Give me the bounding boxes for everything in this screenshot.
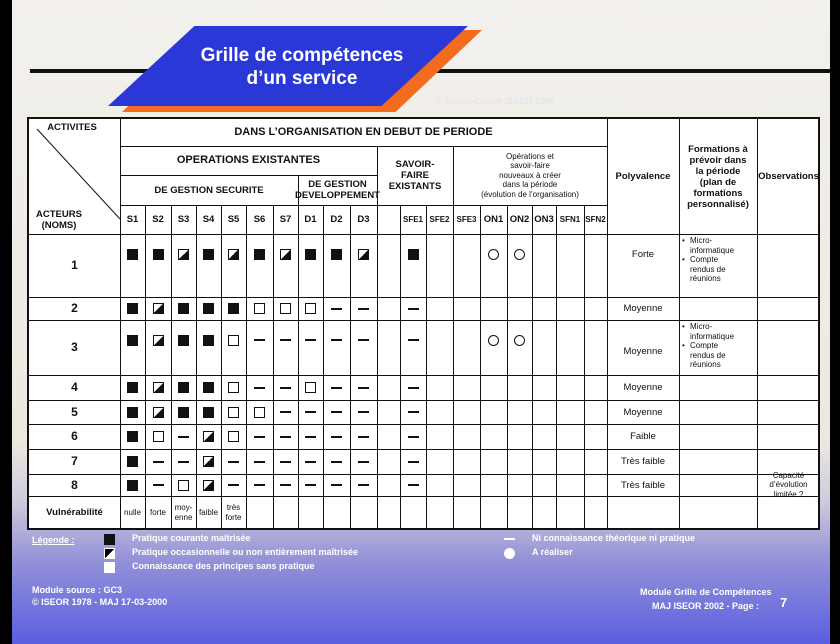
dash-icon	[254, 387, 265, 389]
formation-line: Compte •	[682, 341, 719, 350]
dash-icon	[408, 308, 419, 310]
dash-icon	[305, 436, 316, 438]
vulnerabilite-value	[171, 496, 196, 529]
legend-text: A réaliser	[532, 547, 573, 557]
dash-icon	[305, 484, 316, 486]
grid-line	[400, 205, 401, 529]
dash-icon	[504, 538, 515, 540]
formations-header-line: prévoir dans	[689, 154, 747, 166]
circle-icon	[514, 249, 525, 260]
formations-header-line: Formations à	[688, 143, 748, 155]
gestion-developpement-header-line: DE GESTION	[308, 179, 367, 190]
empty-square-icon	[305, 382, 316, 393]
legend-text: Ni connaissance théorique ni pratique	[532, 533, 696, 543]
dans-organisation-header: DANS L’ORGANISATION EN DEBUT DE PERIODE	[234, 126, 493, 138]
grid-line	[171, 205, 172, 529]
title-line-2: d’un service	[246, 68, 358, 89]
grid-line	[426, 205, 427, 529]
partial-square-icon	[104, 548, 115, 559]
column-header-d1: D1	[304, 214, 317, 225]
mastered-square-icon	[127, 407, 138, 418]
acteur-2: 2	[71, 301, 78, 315]
dash-icon	[254, 436, 265, 438]
dash-icon	[280, 387, 291, 389]
dash-icon	[408, 411, 419, 413]
title-line-1: Grille de compétences	[200, 45, 404, 66]
maj-iseor: MAJ ISEOR 2002 - Page :	[652, 601, 760, 611]
column-header-s1: S1	[126, 214, 139, 225]
grid-line	[29, 474, 820, 475]
savoir-faire-existants-header-line: EXISTANTS	[388, 181, 442, 192]
acteurs-label-line: ACTEURS	[36, 209, 82, 220]
dash-icon	[358, 461, 369, 463]
column-header-sfe3: SFE3	[456, 215, 477, 224]
mastered-square-icon	[203, 249, 214, 260]
acteurs-label	[29, 207, 89, 233]
vulnerabilite-value-line: très	[226, 503, 241, 512]
vulnerabilite-value-line: moy-	[174, 503, 193, 512]
polyvalence-header: Polyvalence	[615, 171, 671, 182]
grid-line	[29, 424, 820, 425]
acteur-4: 4	[71, 380, 78, 394]
column-header-s5: S5	[227, 214, 240, 225]
dash-icon	[331, 387, 342, 389]
empty-square-icon	[228, 335, 239, 346]
column-header-on2: ON2	[509, 214, 530, 225]
column-header-d2: D2	[330, 214, 343, 225]
column-header-s3: S3	[177, 214, 190, 225]
mastered-square-icon	[104, 534, 115, 545]
mastered-square-icon	[178, 407, 189, 418]
empty-square-icon	[228, 407, 239, 418]
acteur-5: 5	[71, 404, 78, 419]
operations-nouvelles-header-line: nouveaux à créer	[499, 170, 561, 180]
mastered-square-icon	[127, 382, 138, 393]
grid-line	[298, 205, 299, 529]
grid-line	[29, 234, 820, 235]
page-number: 7	[780, 595, 788, 610]
empty-square-icon	[280, 303, 291, 314]
gestion-developpement-header	[295, 175, 380, 205]
dash-icon	[358, 308, 369, 310]
vulnerabilite-value-line: forte	[225, 512, 242, 522]
empty-square-icon	[178, 480, 189, 491]
empty-square-icon	[153, 431, 164, 442]
formation-line: informatique	[690, 331, 735, 341]
mastered-square-icon	[178, 335, 189, 346]
column-header-s4: S4	[202, 214, 215, 225]
mastered-square-icon	[203, 335, 214, 346]
mastered-square-icon	[203, 303, 214, 314]
circle-icon	[488, 335, 499, 346]
partial-square-icon	[228, 249, 239, 260]
dash-icon	[305, 461, 316, 463]
legend-text: Pratique occasionnelle ou non entièrement maîtrisée	[132, 547, 359, 557]
dash-icon	[178, 461, 189, 463]
operations-existantes-header: OPERATIONS EXISTANTES	[176, 154, 321, 166]
formation-line: réunions	[690, 360, 721, 369]
grid-line	[29, 375, 820, 376]
dash-icon	[254, 461, 265, 463]
dash-icon	[408, 387, 419, 389]
column-header-s6: S6	[253, 214, 266, 225]
dash-icon	[280, 339, 291, 341]
grid-line	[29, 297, 820, 298]
mastered-square-icon	[153, 249, 164, 260]
operations-nouvelles-header-line: Opérations et	[505, 151, 555, 161]
grid-line	[556, 205, 557, 529]
dash-icon	[228, 461, 239, 463]
grid-line	[29, 400, 820, 401]
formations-header-line: personnalisé)	[687, 198, 749, 210]
dash-icon	[305, 411, 316, 413]
grid-line	[246, 205, 247, 529]
empty-square-icon	[254, 407, 265, 418]
formation-line: réunions	[690, 274, 721, 283]
mastered-square-icon	[127, 431, 138, 442]
acteur-8: 8	[71, 477, 78, 492]
partial-square-icon	[358, 249, 369, 260]
module-grille: Module Grille de Compétences	[640, 587, 772, 597]
observations-header: Observations	[758, 171, 819, 182]
operations-nouvelles-header-line: savoir-faire	[510, 161, 550, 171]
column-header-s2: S2	[152, 214, 164, 225]
vulnerabilite-value	[196, 496, 221, 529]
dash-icon	[254, 484, 265, 486]
dash-icon	[280, 484, 291, 486]
mastered-square-icon	[305, 249, 316, 260]
grid-line	[29, 320, 820, 321]
partial-square-icon	[203, 480, 214, 491]
grid-line	[350, 205, 351, 529]
savoir-faire-existants-header-line: SAVOIR-	[395, 159, 435, 170]
polyvalence-cell: Forte	[631, 248, 655, 260]
slide	[12, 0, 830, 644]
dash-icon	[280, 436, 291, 438]
formations-header-line: formations	[693, 187, 743, 199]
acteur-3: 3	[71, 340, 78, 354]
dash-icon	[331, 461, 342, 463]
column-header-on3: ON3	[534, 214, 554, 225]
vulnerabilite-value	[145, 496, 171, 529]
grid-line	[507, 205, 508, 529]
page-title	[162, 44, 442, 90]
formations-header	[679, 119, 757, 234]
dash-icon	[280, 461, 291, 463]
column-header-sfe2: SFE2	[429, 215, 450, 224]
dash-icon	[358, 436, 369, 438]
dash-icon	[228, 484, 239, 486]
module-source: Module source : GC3	[32, 585, 123, 595]
dash-icon	[331, 484, 342, 486]
polyvalence-cell: Moyenne	[623, 382, 663, 393]
acteur-1: 1	[71, 258, 78, 272]
formations-cell	[682, 236, 754, 295]
observations-cell-line: d’évolution limitée ?	[769, 480, 808, 499]
acteur-6: 6	[71, 429, 78, 443]
polyvalence-cell: Très faible	[621, 479, 665, 491]
operations-nouvelles-header-line: (évolution de l’organisation)	[481, 189, 579, 199]
partial-square-icon	[280, 249, 291, 260]
formations-cell	[682, 322, 754, 373]
empty-square-icon	[305, 303, 316, 314]
column-header-d3: D3	[357, 214, 370, 225]
vulnerabilite-label: Vulnérabilité	[46, 507, 103, 518]
operations-nouvelles-header	[453, 146, 607, 205]
mastered-square-icon	[127, 335, 138, 346]
dash-icon	[254, 339, 265, 341]
diagonal-line	[37, 129, 120, 219]
circle-icon	[488, 249, 499, 260]
polyvalence-cell: Moyenne	[623, 406, 663, 418]
dash-icon	[178, 436, 189, 438]
empty-square-icon	[254, 303, 265, 314]
polyvalence-cell: Moyenne	[623, 303, 663, 314]
savoir-faire-existants-header-line: FAIRE	[401, 170, 429, 181]
vulnerabilite-value	[221, 496, 246, 529]
mastered-square-icon	[178, 382, 189, 393]
dash-icon	[358, 387, 369, 389]
mastered-square-icon	[254, 249, 265, 260]
vulnerabilite-value-line: forte	[149, 507, 166, 517]
dash-icon	[331, 436, 342, 438]
mastered-square-icon	[178, 303, 189, 314]
empty-square-icon	[228, 431, 239, 442]
grid-line	[453, 205, 454, 529]
mastered-square-icon	[203, 382, 214, 393]
grid-line	[196, 205, 197, 529]
dash-icon	[408, 484, 419, 486]
grid-line	[532, 205, 533, 529]
partial-square-icon	[153, 407, 164, 418]
gestion-securite-header: DE GESTION SECURITE	[154, 184, 264, 196]
formation-line: rendus de	[690, 350, 726, 360]
partial-square-icon	[153, 382, 164, 393]
circle-icon	[514, 335, 525, 346]
dash-icon	[358, 411, 369, 413]
observations-cell-line: Capacité	[772, 470, 805, 480]
partial-square-icon	[153, 335, 164, 346]
dash-icon	[408, 461, 419, 463]
dash-icon	[408, 339, 419, 341]
polyvalence-cell: Moyenne	[623, 346, 663, 357]
polyvalence-cell: Très faible	[621, 456, 665, 467]
mastered-square-icon	[127, 480, 138, 491]
gestion-developpement-header-line: DEVELOPPEMENT	[295, 190, 380, 201]
grid-line	[273, 205, 274, 529]
vulnerabilite-value-line: nulle	[124, 507, 141, 517]
formation-line: Micro- •	[682, 236, 713, 245]
legend-text: Connaissance des principes sans pratique	[132, 561, 315, 571]
mastered-square-icon	[203, 407, 214, 418]
dash-icon	[358, 339, 369, 341]
formations-header-line: (plan de	[699, 176, 737, 188]
formation-line: Compte •	[682, 255, 719, 264]
partial-square-icon	[153, 303, 164, 314]
circle-icon	[504, 548, 515, 559]
operations-nouvelles-header-line: dans la période	[502, 180, 558, 190]
dash-icon	[331, 308, 342, 310]
bullet-icon: •	[682, 236, 685, 245]
column-header-sfe1: SFE1	[402, 215, 423, 224]
observations-cell	[757, 470, 820, 499]
activites-label: ACTIVITES	[47, 121, 97, 133]
column-header-sfn1: SFN1	[559, 215, 581, 224]
dash-icon	[153, 484, 164, 486]
acteurs-label-line: (NOMS)	[41, 220, 77, 231]
column-header-s7: S7	[279, 214, 292, 225]
dash-icon	[331, 339, 342, 341]
grid-line	[584, 205, 585, 529]
dash-icon	[280, 411, 291, 413]
partial-square-icon	[203, 456, 214, 467]
legend-title: Légende :	[32, 535, 75, 545]
grid-line	[480, 205, 481, 529]
legend-text: Pratique courante maîtrisée	[132, 533, 251, 543]
dash-icon	[331, 411, 342, 413]
formations-header-line: la période	[695, 165, 741, 177]
grid-line	[221, 205, 222, 529]
copyright-notice: © Savall-Zardet-ISEOR 1985	[436, 96, 556, 106]
acteur-7: 7	[71, 454, 78, 468]
empty-square-icon	[228, 382, 239, 393]
iseor-copyright: © ISEOR 1978 - MAJ 17-03-2000	[32, 597, 168, 607]
bullet-icon: •	[682, 322, 685, 331]
grid-line	[145, 205, 146, 529]
partial-square-icon	[203, 431, 214, 442]
formation-line: Micro- •	[682, 322, 713, 331]
mastered-square-icon	[228, 303, 239, 314]
grid-line	[29, 449, 820, 450]
mastered-square-icon	[127, 249, 138, 260]
savoir-faire-existants-header	[377, 146, 453, 205]
polyvalence-cell: Faible	[630, 431, 656, 442]
mastered-square-icon	[127, 303, 138, 314]
vulnerabilite-value-line: enne	[174, 512, 193, 522]
column-header-on1: ON1	[483, 214, 504, 225]
mastered-square-icon	[408, 249, 419, 260]
mastered-square-icon	[127, 456, 138, 467]
empty-square-icon	[104, 562, 115, 573]
bullet-icon: •	[682, 255, 685, 264]
dash-icon	[305, 339, 316, 341]
competence-grid	[27, 117, 820, 530]
partial-square-icon	[178, 249, 189, 260]
vulnerabilite-value	[120, 496, 145, 529]
dash-icon	[408, 436, 419, 438]
mastered-square-icon	[331, 249, 342, 260]
formation-line: informatique	[690, 245, 735, 255]
formation-line: rendus de	[690, 264, 726, 274]
grid-line	[323, 205, 324, 529]
bullet-icon: •	[682, 341, 685, 350]
vulnerabilite-value-line: faible	[198, 507, 219, 517]
dash-icon	[358, 484, 369, 486]
column-header-sfn2: SFN2	[585, 215, 606, 224]
dash-icon	[153, 461, 164, 463]
